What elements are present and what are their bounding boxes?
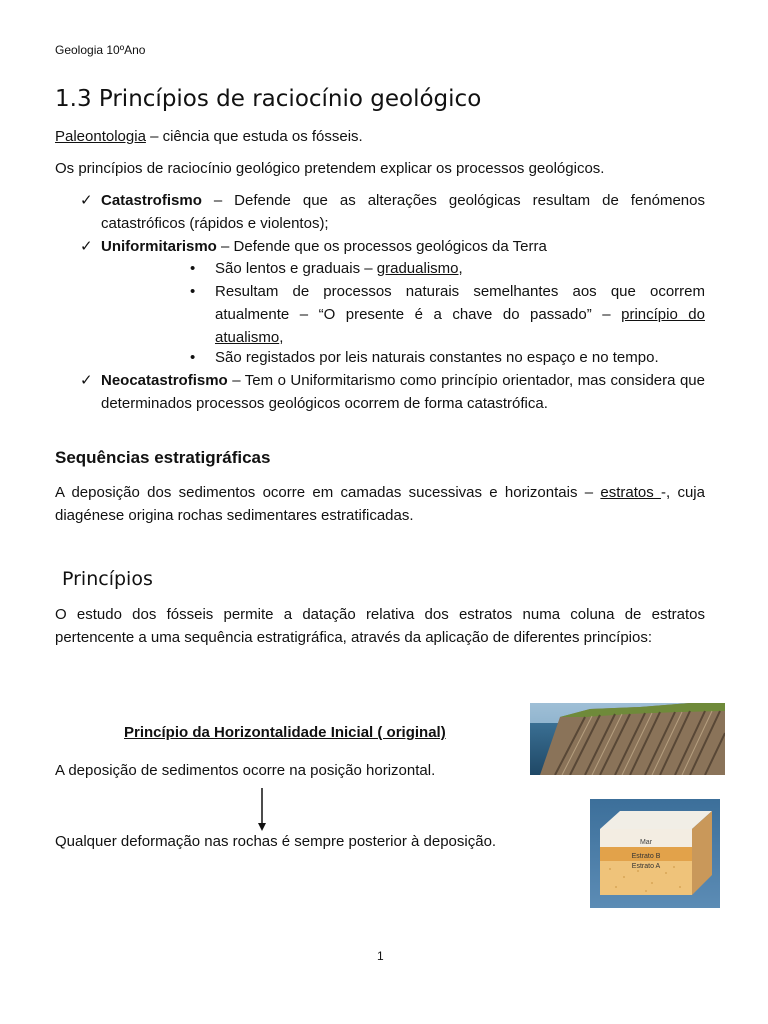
atualismo-term: princípio do atualismo [215, 306, 705, 346]
catastrofismo-text: – Defende que as alterações geológicas resultam de fenómenos catastróficos (rápidos e violentos); [101, 192, 705, 232]
checkmark-icon: ✓ [80, 238, 93, 255]
bullet-item-leis-naturais [190, 346, 705, 369]
bullet-text: São registados por leis naturais constantes no espaço e no tempo. [215, 349, 659, 366]
uniformitarismo-text: – Defende que os processos geológicos da Terra [216, 238, 547, 255]
label-estrato-a: Estrato A [631, 863, 661, 870]
principle-title: Princípio da Horizontalidade Inicial ( original) [124, 724, 446, 741]
section-heading-sequencias: Sequências estratigráficas [55, 448, 271, 467]
deposition-statement: A deposição de sedimentos ocorre na posição horizontal. [55, 762, 436, 779]
bullet-text-end: , [279, 329, 284, 346]
label-estrato-b: Estrato B [631, 853, 661, 860]
bullet-icon: • [190, 260, 196, 277]
sequencias-text-end: -, cuja diagénese origina rochas sedimentares estratificadas. [55, 484, 705, 524]
label-mar: Mar [639, 839, 653, 846]
list-item-catastrofismo [80, 189, 705, 235]
bullet-item-atualismo [190, 280, 705, 349]
list-item-neocatastrofismo [80, 369, 705, 415]
intro-paragraph: Os princípios de raciocínio geológico pretendem explicar os processos geológicos. [55, 160, 605, 177]
paleontologia-definition [55, 125, 705, 148]
page-header: Geologia 10ºAno [55, 43, 146, 57]
tilted-strata-photo [530, 703, 725, 775]
list-item-uniformitarismo [80, 235, 705, 258]
uniformitarismo-term: Uniformitarismo [101, 238, 217, 255]
neocatastrofismo-term: Neocatastrofismo [101, 372, 228, 389]
bullet-text: Resultam de processos naturais semelhantes aos que ocorrem atualmente – “O presente é a chave do passado” – [215, 283, 705, 323]
bullet-icon: • [190, 349, 196, 366]
bullet-item-gradualismo [190, 257, 705, 280]
neocatastrofismo-text: – Tem o Uniformitarismo como princípio orientador, mas considera que determinados processos geológicos ocorrem de forma catastrófica. [101, 372, 705, 412]
strata-block-diagram [590, 799, 720, 908]
catastrofismo-term: Catastrofismo [101, 192, 202, 209]
estratos-term: estratos [600, 484, 662, 501]
bullet-icon: • [190, 283, 196, 300]
checkmark-icon: ✓ [80, 372, 93, 389]
paleontologia-term: Paleontologia [55, 128, 146, 145]
section-heading-principios: Princípios [62, 568, 153, 590]
paleontologia-text: – ciência que estuda os fósseis. [145, 128, 363, 145]
sequencias-text: A deposição dos sedimentos ocorre em camadas sucessivas e horizontais – [55, 484, 601, 501]
down-arrow-icon [255, 788, 269, 832]
deformation-statement: Qualquer deformação nas rochas é sempre posterior à deposição. [55, 833, 497, 850]
principios-paragraph: O estudo dos fósseis permite a datação relativa dos estratos numa coluna de estratos pertencente a uma sequência estratigráfica, através da aplicação de diferentes princípios: [55, 606, 705, 646]
checkmark-icon: ✓ [80, 192, 93, 209]
gradualismo-term: gradualismo [376, 260, 459, 277]
page-number: 1 [377, 949, 384, 963]
bullet-text-end: , [458, 260, 463, 277]
bullet-text: São lentos e graduais – [215, 260, 377, 277]
page-title: 1.3 Princípios de raciocínio geológico [55, 86, 482, 112]
sequencias-paragraph [55, 481, 705, 527]
